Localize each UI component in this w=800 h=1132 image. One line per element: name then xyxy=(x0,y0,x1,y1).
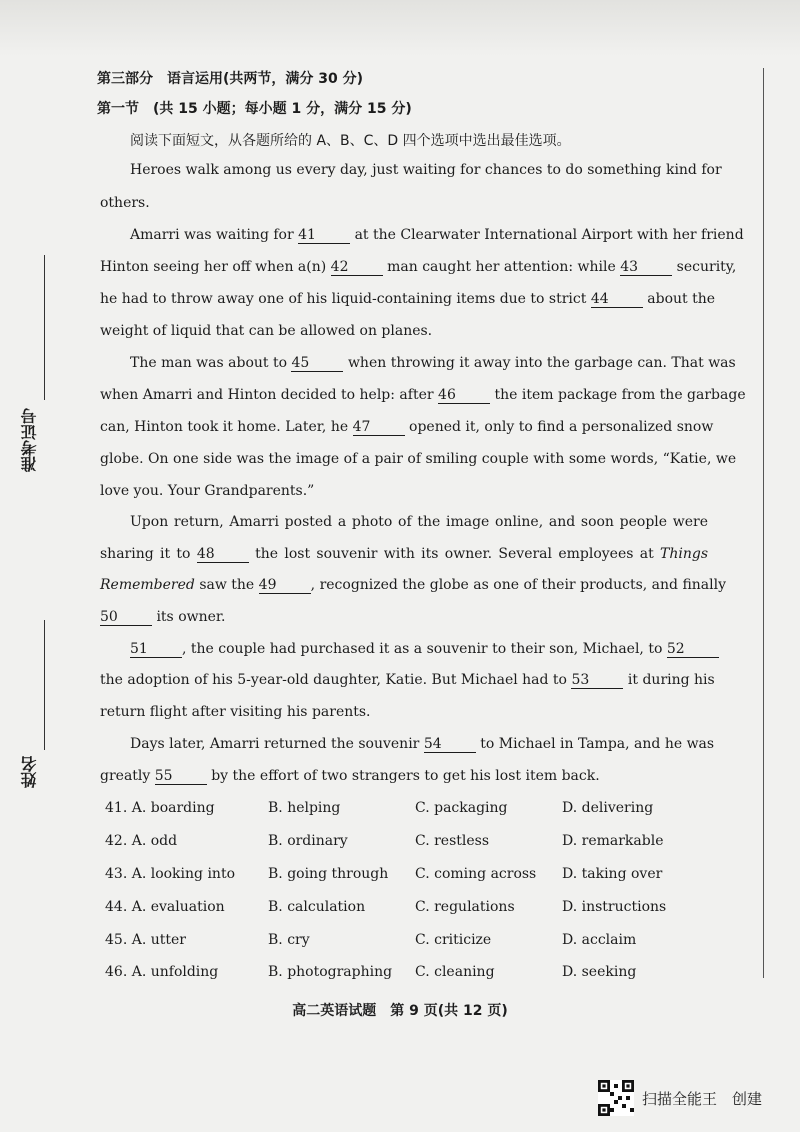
passage-line: Heroes walk among us every day, just waiting for chances to do something kind for xyxy=(130,162,722,178)
passage-line: Hinton seeing her off when a(n) 42 man caught her attention: while 43 security, xyxy=(100,259,737,275)
blank-41: 41 xyxy=(298,228,350,244)
passage-line: Amarri was waiting for 41 at the Clearwater International Airport with her friend xyxy=(130,227,744,243)
option-44-a: 44. A. evaluation xyxy=(105,899,225,915)
passage-line: sharing it to 48 the lost souvenir with its owner. Several employees at Things xyxy=(100,546,709,562)
option-41-d: D. delivering xyxy=(562,800,654,816)
blank-46: 46 xyxy=(438,388,490,404)
passage-line: the adoption of his 5-year-old daughter, Katie. But Michael had to 53 it during his xyxy=(100,672,715,688)
right-margin-line xyxy=(763,68,764,978)
blank-52: 52 xyxy=(667,642,719,658)
option-43-c: C. coming across xyxy=(415,866,537,882)
passage-line: Days later, Amarri returned the souvenir 54 to Michael in Tampa, and he was xyxy=(130,736,715,752)
blank-42: 42 xyxy=(331,260,383,276)
blank-45: 45 xyxy=(291,356,343,372)
passage-line: can, Hinton took it home. Later, he 47 opened it, only to find a personalized snow xyxy=(100,419,714,435)
subsection-title: 第一节 (共 15 小题；每小题 1 分，满分 15 分) xyxy=(97,101,412,117)
option-44-d: D. instructions xyxy=(562,899,667,915)
blank-54: 54 xyxy=(424,737,476,753)
passage-line: 50 its owner. xyxy=(100,609,226,625)
option-45-a: 45. A. utter xyxy=(105,932,186,948)
option-43-d: D. taking over xyxy=(562,866,663,882)
option-46-a: 46. A. unfolding xyxy=(105,964,219,980)
passage-line: globe. On one side was the image of a pair of smiling couple with some words, “Katie, we xyxy=(100,451,737,467)
passage-line: when Amarri and Hinton decided to help: after 46 the item package from the garbage xyxy=(100,387,746,403)
page-footer: 高二英语试题 第 9 页(共 12 页) xyxy=(292,1003,508,1019)
option-42-a: 42. A. odd xyxy=(105,833,178,849)
blank-51: 51 xyxy=(130,642,182,658)
option-42-b: B. ordinary xyxy=(268,833,348,849)
scanner-watermark xyxy=(598,1080,762,1116)
option-46-b: B. photographing xyxy=(268,964,393,980)
passage-line: Upon return, Amarri posted a photo of the image online, and soon people were xyxy=(130,514,708,530)
passage-line: love you. Your Grandparents.” xyxy=(100,483,315,499)
passage-line: greatly 55 by the effort of two strangers to get his lost item back. xyxy=(100,768,600,784)
blank-47: 47 xyxy=(353,420,405,436)
blank-43: 43 xyxy=(620,260,672,276)
option-41-a: 41. A. boarding xyxy=(105,800,215,816)
passage-line: 51 , the couple had purchased it as a souvenir to their son, Michael, to 52 xyxy=(130,641,708,658)
qr-code-icon xyxy=(598,1080,634,1116)
exam-id-label: 准考证号 xyxy=(20,408,39,472)
option-43-b: B. going through xyxy=(268,866,389,882)
passage-line: return flight after visiting his parents. xyxy=(100,704,371,720)
instruction: 阅读下面短文，从各题所给的 A、B、C、D 四个选项中选出最佳选项。 xyxy=(130,133,571,149)
watermark-text: 扫描全能王 创建 xyxy=(642,1089,763,1108)
option-45-c: C. criticize xyxy=(415,932,492,948)
section-title: 第三部分 语言运用(共两节，满分 30 分) xyxy=(97,71,364,87)
option-41-c: C. packaging xyxy=(415,800,508,816)
blank-55: 55 xyxy=(155,769,207,785)
option-46-d: D. seeking xyxy=(562,964,637,980)
option-41-b: B. helping xyxy=(268,800,341,816)
passage-line: others. xyxy=(100,195,150,211)
blank-49: 49 xyxy=(259,578,311,594)
passage-line: Remembered saw the 49 , recognized the globe as one of their products, and finally xyxy=(100,577,727,593)
option-44-c: C. regulations xyxy=(415,899,515,915)
blank-53: 53 xyxy=(571,673,623,689)
passage-line: weight of liquid that can be allowed on planes. xyxy=(100,323,433,339)
passage-line: The man was about to 45 when throwing it away into the garbage can. That was xyxy=(130,355,736,371)
exam-id-line xyxy=(44,255,45,400)
option-42-c: C. restless xyxy=(415,833,490,849)
page-top-shadow xyxy=(0,0,800,56)
passage-line: he had to throw away one of his liquid-containing items due to strict 44 about the xyxy=(100,291,716,307)
blank-48: 48 xyxy=(197,547,249,563)
option-43-a: 43. A. looking into xyxy=(105,866,235,882)
option-45-b: B. cry xyxy=(268,932,310,948)
blank-44: 44 xyxy=(591,292,643,308)
blank-50: 50 xyxy=(100,610,152,626)
option-45-d: D. acclaim xyxy=(562,932,637,948)
option-46-c: C. cleaning xyxy=(415,964,495,980)
name-line xyxy=(44,620,45,750)
option-42-d: D. remarkable xyxy=(562,833,664,849)
name-label: 姓名 xyxy=(20,756,39,788)
option-44-b: B. calculation xyxy=(268,899,366,915)
